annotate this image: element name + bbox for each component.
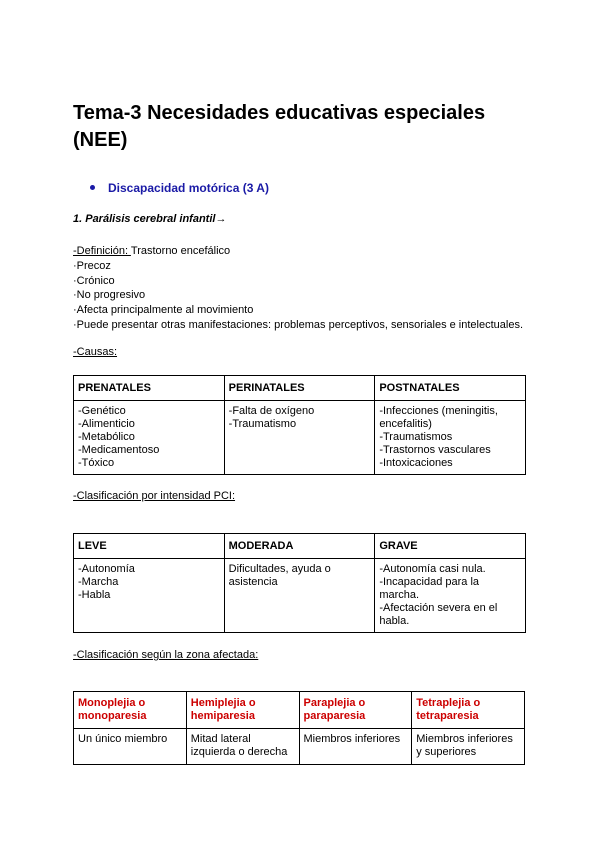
table-cell: Mitad lateral izquierda o derecha (186, 729, 299, 765)
definition-block (73, 244, 523, 333)
cell-line: Dificultades, ayuda o asistencia (228, 563, 331, 588)
cell-line: -Genético (78, 405, 126, 417)
cell-line: -Incapacidad para la marcha. (379, 576, 480, 601)
table-header-cell: LEVE (74, 534, 225, 559)
intensidad-label: -Clasificación por intensidad PCI: (73, 490, 236, 502)
table-cell: Miembros inferiores y superiores (412, 729, 525, 765)
definition-item: ·Crónico (73, 274, 115, 287)
table-header-row (74, 376, 526, 401)
table-row (74, 559, 526, 633)
table-cell (375, 559, 526, 633)
table-header-cell: Paraplejia o paraparesia (299, 692, 412, 729)
bullet-item (90, 181, 269, 195)
cell-line: -Habla (78, 589, 111, 601)
table-cell (375, 401, 526, 475)
bullet-dot-icon (90, 185, 95, 190)
table-header-cell: MODERADA (224, 534, 375, 559)
page-title: Tema-3 Necesidades educativas especiales (NEE) (73, 102, 486, 151)
table-row (74, 729, 525, 765)
table-cell (224, 559, 375, 633)
table-header-cell: Monoplejia o monoparesia (74, 692, 187, 729)
cell-line: -Medicamentoso (78, 444, 160, 456)
table-header-cell: PERINATALES (224, 376, 375, 401)
cell-line: -Trastornos vasculares (379, 444, 491, 456)
table-header-cell: PRENATALES (74, 376, 225, 401)
bullet-text: Discapacidad motórica (3 A) (108, 181, 269, 195)
intensidad-table (73, 533, 526, 633)
table-cell: Un único miembro (74, 729, 187, 765)
table-row (74, 401, 526, 475)
causas-label: -Causas: (73, 346, 118, 358)
definition-first-line (73, 244, 523, 259)
table-cell (74, 401, 225, 475)
definition-text: Trastorno encefálico (130, 245, 231, 257)
table-header-row (74, 534, 526, 559)
causas-table (73, 375, 526, 475)
cell-line: -Intoxicaciones (379, 457, 453, 469)
cell-line: -Traumatismos (379, 431, 453, 443)
table-header-cell: Hemiplejia o hemiparesia (186, 692, 299, 729)
cell-line: -Infecciones (meningitis, encefalitis) (379, 405, 498, 430)
zona-table (73, 691, 525, 765)
cell-line: -Falta de oxígeno (228, 405, 315, 417)
table-header-cell: GRAVE (375, 534, 526, 559)
cell-line: -Autonomía (78, 563, 135, 575)
table-cell (74, 559, 225, 633)
table-header-cell: Tetraplejia o tetraparesia (412, 692, 525, 729)
definition-item: ·No progresivo (73, 289, 146, 302)
cell-line: -Tóxico (78, 457, 115, 469)
definition-item: ·Precoz (73, 259, 111, 272)
definition-label: -Definición: (73, 245, 131, 257)
cell-line: -Metabólico (78, 431, 135, 443)
table-cell: Miembros inferiores (299, 729, 412, 765)
table-cell (224, 401, 375, 475)
cell-line: -Autonomía casi nula. (379, 563, 486, 575)
cell-line: -Afectación severa en el habla. (379, 602, 498, 627)
section-heading: 1. Parálisis cerebral infantil→ (73, 213, 227, 225)
table-header-cell: POSTNATALES (375, 376, 526, 401)
table-header-row (74, 692, 525, 729)
cell-line: -Alimenticio (78, 418, 135, 430)
cell-line: -Traumatismo (228, 418, 297, 430)
definition-item: ·Puede presentar otras manifestaciones: problemas perceptivos, sensoriales e intelectuales. (73, 318, 524, 331)
zona-label: -Clasificación según la zona afectada: (73, 649, 259, 661)
definition-item: ·Afecta principalmente al movimiento (73, 304, 254, 317)
cell-line: -Marcha (78, 576, 119, 588)
